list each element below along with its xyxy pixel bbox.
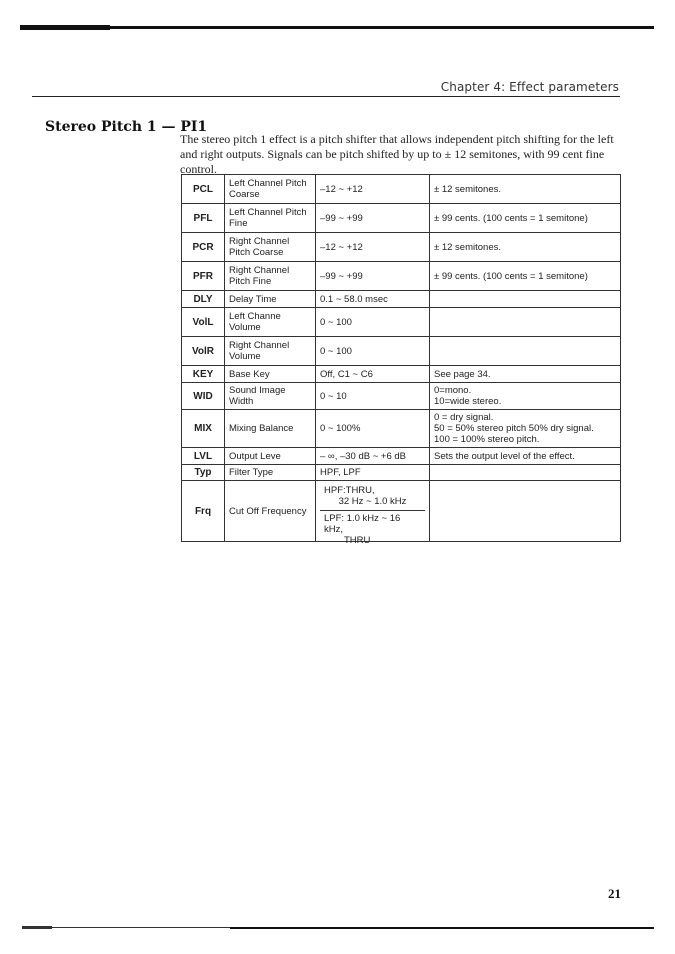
- param-name: [225, 175, 316, 204]
- param-range: –99 ~ +99: [316, 204, 430, 233]
- lpf-range-line: THRU: [344, 535, 371, 546]
- param-description-line: ± 99 cents. (100 cents = 1 semitone): [434, 270, 588, 282]
- param-range: 0 ~ 100: [316, 337, 430, 366]
- param-range: –99 ~ +99: [316, 262, 430, 291]
- section-title: Stereo Pitch 1 — PI1: [45, 119, 208, 135]
- param-description-line: 0 = dry signal.: [434, 412, 494, 423]
- param-name-line: Coarse: [229, 189, 260, 200]
- param-abbreviation: VolR: [182, 337, 225, 366]
- bottom-rule-accent-left: [22, 926, 52, 929]
- param-abbreviation: LVL: [182, 448, 225, 465]
- param-name-line: Right Channel: [229, 236, 290, 247]
- param-description-line: Sets the output level of the effect.: [434, 450, 575, 462]
- param-description-line: ± 99 cents. (100 cents = 1 semitone): [434, 212, 588, 224]
- param-abbreviation: PCR: [182, 233, 225, 262]
- param-abbreviation: PFR: [182, 262, 225, 291]
- param-description-line: 0=mono.: [434, 385, 472, 396]
- param-name-line: Right Channel: [229, 340, 290, 351]
- param-name-line: Output Leve: [229, 450, 281, 462]
- bottom-rule-accent-right: [230, 927, 654, 929]
- param-abbreviation: Typ: [182, 465, 225, 481]
- param-name-line: Mixing Balance: [229, 423, 294, 434]
- parameter-table: [181, 174, 621, 546]
- param-range: – ∞, –30 dB ~ +6 dB: [316, 448, 430, 465]
- page-number: 21: [608, 886, 621, 901]
- table-row: [182, 366, 621, 383]
- param-range: HPF, LPF: [316, 465, 430, 481]
- param-range: 0.1 ~ 58.0 msec: [316, 291, 430, 308]
- hpf-range-line: 32 Hz ~ 1.0 kHz: [338, 496, 407, 507]
- param-name-line: Base Key: [229, 368, 270, 380]
- param-range: [316, 481, 430, 546]
- param-description-line: ± 12 semitones.: [434, 241, 501, 253]
- intro-paragraph: The stereo pitch 1 effect is a pitch shifter that allows independent pitch shifting for the left and right outputs. Signals can be pitch shifted by up to ± 12 semitones, with 99 cent fine control.: [180, 132, 614, 176]
- param-name-line: Volume: [229, 322, 261, 333]
- param-range: Off, C1 ~ C6: [316, 366, 430, 383]
- table-row: [182, 337, 621, 366]
- param-description: [430, 448, 621, 465]
- parameter-table-body: [182, 175, 621, 546]
- param-description: [430, 410, 621, 448]
- param-description: [430, 366, 621, 383]
- table-row: [182, 481, 621, 542]
- param-description: [430, 481, 621, 542]
- param-name-line: Pitch Fine: [229, 276, 272, 287]
- lpf-range-line: LPF: 1.0 kHz ~ 16 kHz,: [324, 513, 401, 535]
- param-name-line: Left Channel Pitch: [229, 178, 307, 189]
- param-description: [430, 262, 621, 291]
- param-description: [430, 465, 621, 481]
- top-rule: [20, 26, 654, 29]
- table-row: [182, 410, 621, 448]
- param-description-line: 100 = 100% stereo pitch.: [434, 434, 540, 445]
- table-row: [182, 291, 621, 308]
- param-name: [225, 291, 316, 308]
- param-description: [430, 204, 621, 233]
- param-description-line: See page 34.: [434, 368, 491, 380]
- param-name: [225, 448, 316, 465]
- table-row: [182, 383, 621, 410]
- table-row: [182, 204, 621, 233]
- param-abbreviation: MIX: [182, 410, 225, 448]
- param-name: [225, 308, 316, 337]
- param-description-line: 50 = 50% stereo pitch 50% dry signal.: [434, 423, 594, 434]
- param-description-line: ± 12 semitones.: [434, 183, 501, 195]
- param-abbreviation: VolL: [182, 308, 225, 337]
- param-description-line: 10=wide stereo.: [434, 396, 502, 407]
- param-name: [225, 204, 316, 233]
- param-abbreviation: DLY: [182, 291, 225, 308]
- param-description: [430, 337, 621, 366]
- param-abbreviation: Frq: [182, 481, 225, 542]
- table-row: [182, 308, 621, 337]
- table-row: [182, 448, 621, 465]
- param-name: [225, 383, 316, 410]
- param-name-line: Delay Time: [229, 293, 277, 305]
- param-name: [225, 465, 316, 481]
- param-range: –12 ~ +12: [316, 233, 430, 262]
- param-abbreviation: WID: [182, 383, 225, 410]
- param-name-line: Filter Type: [229, 467, 274, 478]
- param-name-line: Left Channe: [229, 311, 281, 322]
- param-description: [430, 291, 621, 308]
- param-name-line: Right Channel: [229, 265, 290, 276]
- lpf-range: [320, 511, 425, 546]
- param-range: 0 ~ 10: [316, 383, 430, 410]
- chapter-heading: Chapter 4: Effect parameters: [440, 80, 619, 94]
- chapter-rule: [32, 96, 620, 97]
- param-abbreviation: KEY: [182, 366, 225, 383]
- hpf-range-line: HPF:THRU,: [324, 485, 375, 496]
- param-range: 0 ~ 100: [316, 308, 430, 337]
- param-name-line: Left Channel Pitch: [229, 207, 307, 218]
- param-name-line: Sound Image Width: [229, 385, 286, 407]
- param-description: [430, 308, 621, 337]
- param-name: [225, 410, 316, 448]
- hpf-range: [320, 483, 425, 511]
- table-row: [182, 262, 621, 291]
- param-range: 0 ~ 100%: [316, 410, 430, 448]
- param-range: –12 ~ +12: [316, 175, 430, 204]
- table-row: [182, 465, 621, 481]
- param-name-line: Volume: [229, 351, 261, 362]
- param-name: [225, 262, 316, 291]
- param-description: [430, 233, 621, 262]
- param-name: [225, 366, 316, 383]
- param-abbreviation: PFL: [182, 204, 225, 233]
- param-abbreviation: PCL: [182, 175, 225, 204]
- param-name: Cut Off Frequency: [225, 481, 316, 542]
- param-description: [430, 175, 621, 204]
- param-description: [430, 383, 621, 410]
- param-name: [225, 233, 316, 262]
- param-name-line: Pitch Coarse: [229, 247, 284, 258]
- table-row: [182, 175, 621, 204]
- param-name-line: Fine: [229, 218, 248, 229]
- table-row: [182, 233, 621, 262]
- param-name: [225, 337, 316, 366]
